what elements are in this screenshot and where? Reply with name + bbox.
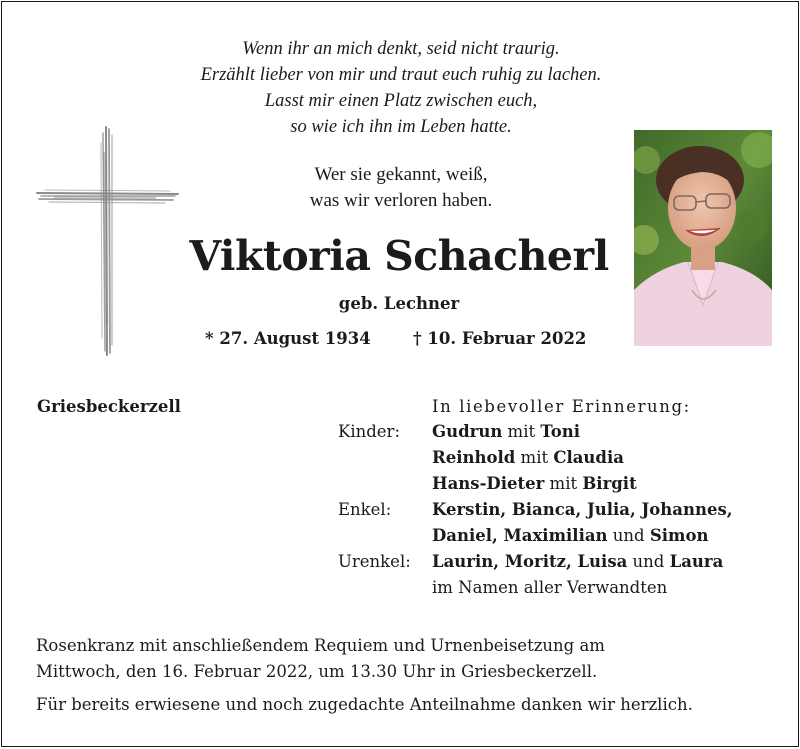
mourner-row bbox=[432, 578, 667, 597]
verse-line: Wenn ihr an mich denkt, seid nicht traurig. bbox=[242, 39, 560, 59]
service-line: Mittwoch, den 16. Februar 2022, um 13.30 Uhr in Griesbeckerzell. bbox=[36, 662, 598, 681]
service-info bbox=[36, 633, 605, 685]
mourner-row bbox=[432, 422, 580, 441]
verse-line: Erzählt lieber von mir und traut euch ruhig zu lachen. bbox=[200, 65, 602, 85]
mourner-row bbox=[432, 474, 637, 493]
mourner-name: Hans-Dieter bbox=[432, 474, 545, 493]
mourner-row bbox=[432, 552, 723, 571]
quote-line: Wer sie gekannt, weiß, bbox=[314, 164, 488, 185]
verse-line: so wie ich ihn im Leben hatte. bbox=[290, 117, 512, 137]
service-line: Rosenkranz mit anschließendem Requiem und Urnenbeisetzung am bbox=[36, 636, 605, 655]
birth-name: geb. Lechner bbox=[338, 294, 460, 313]
connector-text: und bbox=[607, 526, 650, 545]
connector-text: mit bbox=[544, 474, 583, 493]
place-name: Griesbeckerzell bbox=[37, 397, 181, 416]
obituary-notice bbox=[1, 1, 799, 747]
death-date: † 10. Februar 2022 bbox=[413, 329, 587, 348]
mourners-heading: In liebevoller Erinnerung: bbox=[432, 397, 691, 416]
mourner-name: Toni bbox=[540, 422, 581, 441]
portrait-photo bbox=[634, 130, 772, 346]
mourner-name: Simon bbox=[649, 526, 709, 545]
thanks-text: Für bereits erwiesene und noch zugedachte Anteilnahme danken wir herzlich. bbox=[36, 695, 693, 714]
mourner-name: Kerstin, Bianca, Julia, Johannes, bbox=[432, 500, 733, 519]
mourner-row bbox=[432, 448, 624, 467]
mourner-name: Claudia bbox=[553, 448, 624, 467]
relation-label: Urenkel: bbox=[338, 552, 411, 571]
deceased-name: Viktoria Schacherl bbox=[189, 232, 609, 280]
connector-text: im Namen aller Verwandten bbox=[432, 578, 668, 597]
connector-text: und bbox=[627, 552, 670, 571]
birth-date: * 27. August 1934 bbox=[205, 329, 371, 348]
mourner-name: Reinhold bbox=[432, 448, 516, 467]
quote-line: was wir verloren haben. bbox=[309, 190, 493, 211]
mourner-name: Daniel, Maximilian bbox=[432, 526, 608, 545]
mourner-name: Laurin, Moritz, Luisa bbox=[432, 552, 628, 571]
mourner-row bbox=[432, 500, 733, 519]
mourner-row bbox=[432, 526, 709, 545]
relation-label: Enkel: bbox=[338, 500, 392, 519]
verse-line: Lasst mir einen Platz zwischen euch, bbox=[264, 91, 538, 111]
mourner-name: Gudrun bbox=[432, 422, 503, 441]
connector-text: mit bbox=[515, 448, 554, 467]
mourner-name: Laura bbox=[669, 552, 724, 571]
connector-text: mit bbox=[502, 422, 541, 441]
mourner-name: Birgit bbox=[582, 474, 637, 493]
relation-label: Kinder: bbox=[338, 422, 401, 441]
